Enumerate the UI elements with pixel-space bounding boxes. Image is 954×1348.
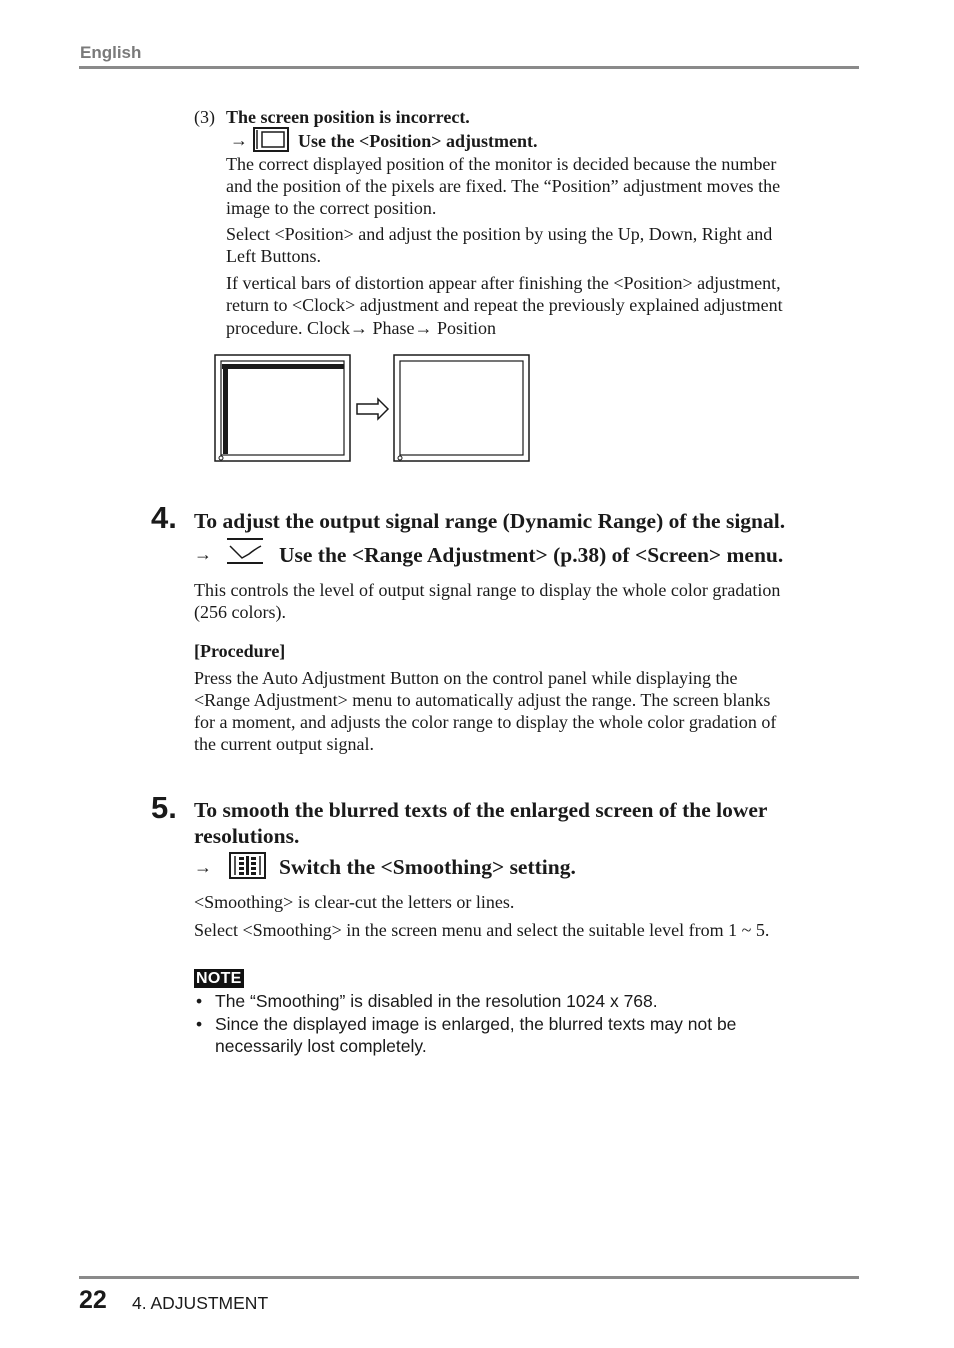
range-adjustment-icon [226,536,264,566]
section5-arrow: → [194,857,212,877]
section5-title-line2: resolutions. [194,824,300,848]
position-icon [253,127,289,152]
note-item-1: The “Smoothing” is disabled in the resolution 1024 x 768. [215,991,658,1011]
section4-proc-line4: the current output signal. [194,734,374,754]
position-illustration [214,354,532,464]
monitor-before-image [215,355,350,461]
page-number: 22 [79,1286,107,1314]
step3-instruction: Use the <Position> adjustment. [298,131,538,151]
section4-arrow: → [194,544,212,564]
section4-proc-line2: <Range Adjustment> menu to automatically adjust the range. The screen blanks [194,690,771,710]
section5-line2: Select <Smoothing> in the screen menu and select the suitable level from 1 ~ 5. [194,920,770,940]
section5-number: 5. [151,790,177,825]
step3-label: (3) [194,107,215,127]
footer-rule [79,1276,859,1279]
header-language: English [80,43,142,62]
step3-arrow: → [230,130,248,150]
section4-desc-line2: (256 colors). [194,602,286,622]
smoothing-icon [229,852,266,879]
step3-title: The screen position is incorrect. [226,107,470,127]
step3-para1-line2: and the position of the pixels are fixed. The “Position” adjustment moves the [226,176,781,196]
transition-arrow-icon [357,399,388,419]
section4-proc-line1: Press the Auto Adjustment Button on the control panel while displaying the [194,668,738,688]
note-badge: NOTE [196,970,242,987]
section4-proc-line3: for a moment, and adjusts the color range to display the whole color gradation of [194,712,777,732]
header-rule [79,66,859,69]
footer-section: 4. ADJUSTMENT [132,1293,269,1313]
step3-para2-line2: Left Buttons. [226,246,321,266]
section5-line1: <Smoothing> is clear-cut the letters or lines. [194,892,515,912]
section4-number: 4. [151,500,177,535]
section4-title: To adjust the output signal range (Dynamic Range) of the signal. [194,509,786,533]
section4-procedure-label: [Procedure] [194,641,286,661]
section5-instruction: Switch the <Smoothing> setting. [279,855,576,879]
section4-instruction: Use the <Range Adjustment> (p.38) of <Screen> menu. [279,543,784,567]
step3-para3-line1: If vertical bars of distortion appear after finishing the <Position> adjustment, [226,273,781,293]
section5-title-line1: To smooth the blurred texts of the enlarged screen of the lower [194,798,768,822]
note-bullet-2: • [196,1014,203,1034]
monitor-after-image [394,355,529,461]
step3-para1-line3: image to the correct position. [226,198,437,218]
note-item-2-line1: Since the displayed image is enlarged, the blurred texts may not be [215,1014,737,1034]
section4-desc-line1: This controls the level of output signal range to display the whole color gradation [194,580,781,600]
step3-para2-line1: Select <Position> and adjust the position by using the Up, Down, Right and [226,224,773,244]
note-bullet-1: • [196,991,203,1011]
note-item-2-line2: necessarily lost completely. [215,1036,427,1056]
step3-para1-line1: The correct displayed position of the monitor is decided because the number [226,154,777,174]
step3-para3-line3: procedure. Clock→ Phase→ Position [226,318,496,338]
step3-para3-line2: return to <Clock> adjustment and repeat the previously explained adjustment [226,295,783,315]
